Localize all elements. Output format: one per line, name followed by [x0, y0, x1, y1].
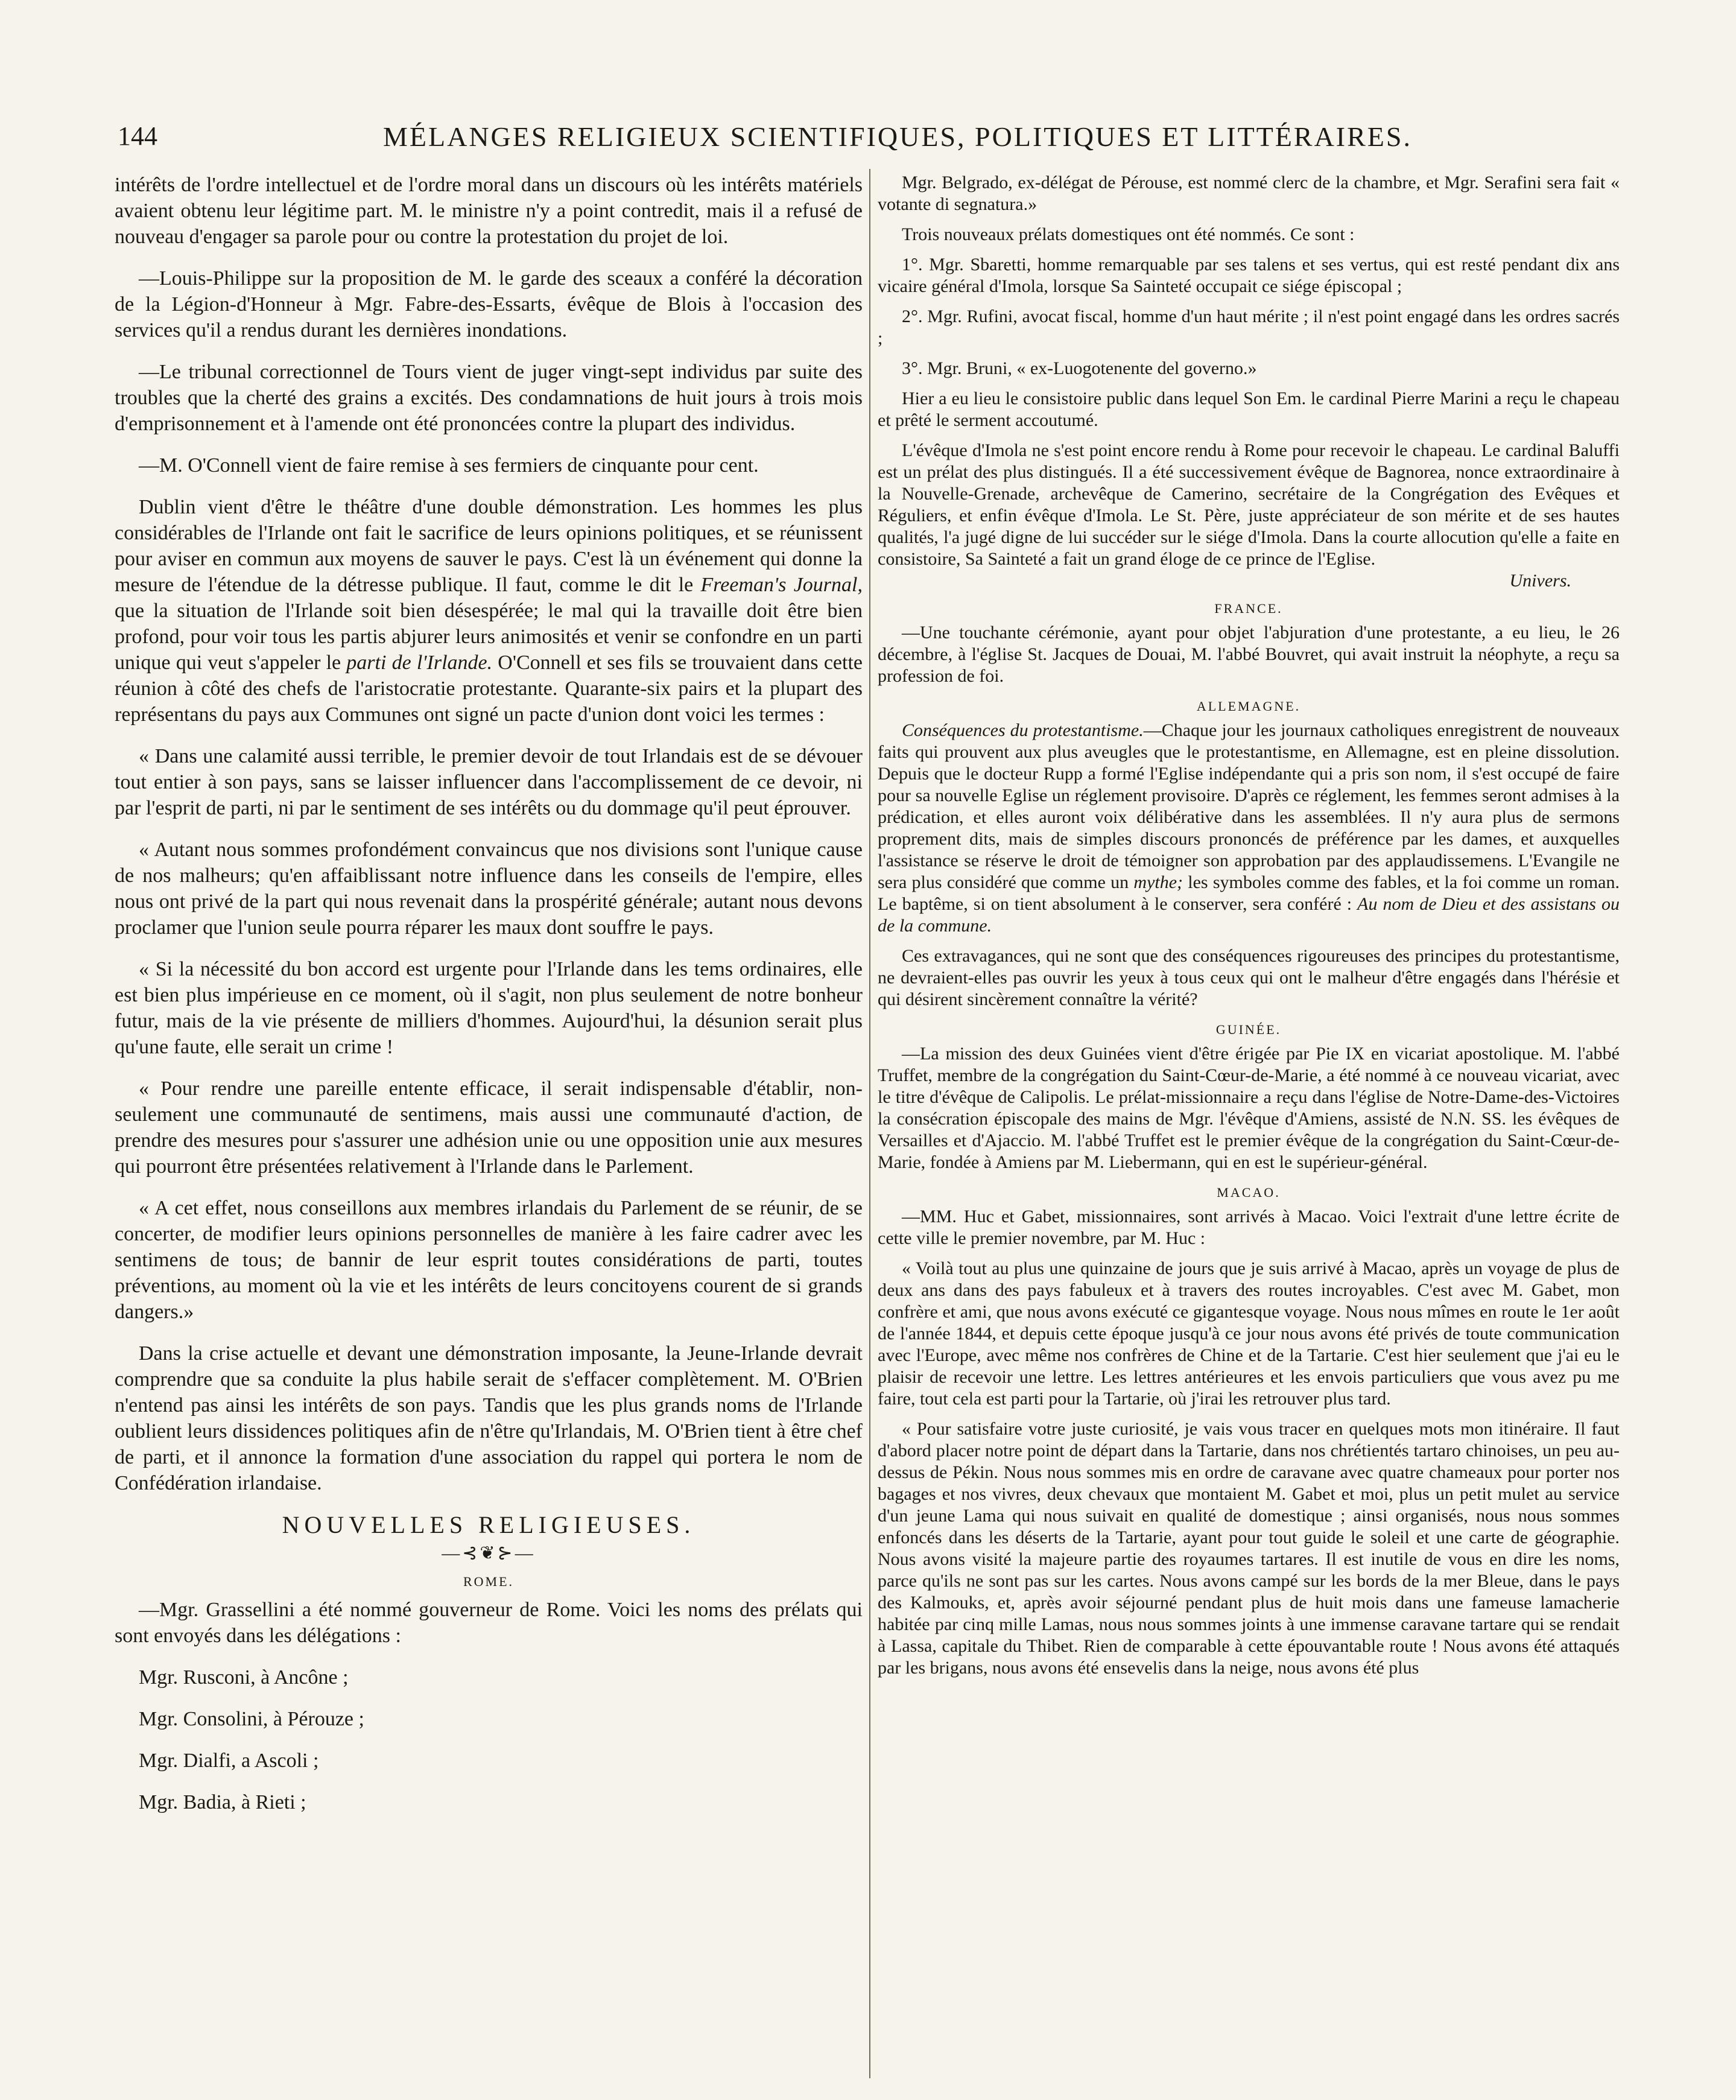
paragraph-extravagances: Ces extravagances, qui ne sont que des conséquences rigoureuses des principes du protestantisme, ne devraient-elles pas ouvrir les yeux à tous ceux qui ont le malheur d'être engagés dans l'hérésie et qui désirent sincèrement connaître la vérité? — [878, 946, 1620, 1009]
source-line — [878, 570, 1620, 592]
paragraph-protestantisme: Conséquences du protestantisme.—Chaque jour les journaux catholiques enregistrent de nouveaux faits qui prouvent aux plus aveugles que le protestantisme, en Allemagne, est en pleine dissolution. Depuis que le docteur Rupp a formé l'Eglise indépendante qui a pris son nom, il s'est occupé de faire pour sa nouvelle Eglise un réglement provisoire. D'après ce réglement, les femmes seront admises à la prédication, et elles auront voix délibérative dans les assemblées. Il n'y aura plus de sermons proprement dits, mais de simples discours prononcés de préférence par les dames, et auxquelles l'assistance se réserve le droit de témoigner son approbation par des applaudissemens. L'Evangile ne sera plus considéré que comme un mythe; les symboles comme des fables, et la foi comme un roman. Le baptême, si on tient absolument à le conserver, sera conféré : Au nom de Dieu et des assistans ou de la commune. — [878, 720, 1620, 936]
right-column — [878, 172, 1620, 2078]
column-divider — [869, 169, 870, 2078]
heading-rome: ROME. — [463, 1574, 515, 1589]
paragraph-belgrado: Mgr. Belgrado, ex-délégat de Pérouse, est nommé clerc de la chambre, et Mgr. Serafini sera fait « votante di segnatura.» — [878, 173, 1620, 214]
quote-paragraph-3: « Si la nécessité du bon accord est urgente pour l'Irlande dans les tems ordinaires, elle est bien plus impérieuse en ce moment, où il s'agit, non plus seulement de notre bonheur futur, mais de la vie présente de milliers d'hommes. Aujourd'hui, la désunion serait plus qu'une faute, elle serait un crime ! — [115, 958, 863, 1058]
heading-macao: MACAO. — [1217, 1185, 1281, 1200]
ornament-divider: —⊰❦⊱— — [442, 1543, 536, 1563]
left-column — [115, 172, 863, 2078]
paragraph-letter-1: « Voilà tout au plus une quinzaine de jours que je suis arrivé à Macao, après un voyage de plus de deux ans dans des pays fabuleux et à travers des routes incroyables. C'est avec M. Gabet, mon confrère et ami, que nous avons exécuté ce gigantesque voyage. Nous nous mîmes en route le 1er août de l'année 1844, et depuis cette époque jusqu'à ce jour nous avons été privés de toute communication avec l'Europe, avec même nos confrères de Chine et de la Tartarie. C'est hier seulement que j'ai eu le plaisir de recevoir une lettre. Les lettres antérieures et les envois particuliers que vous avez pu me faire, tout cela est parti pour la Tartarie, où j'irai les retrouver plus tard. — [878, 1258, 1620, 1409]
page-header — [118, 121, 1614, 163]
running-title: MÉLANGES RELIGIEUX SCIENTIFIQUES, POLITIQUES ET LITTÉRAIRES. — [383, 121, 1412, 152]
news-item-oconnell: —M. O'Connell vient de faire remise à ses fermiers de cinquante pour cent. — [139, 454, 759, 477]
section-title-nouvelles-religieuses: NOUVELLES RELIGIEUSES. — [282, 1511, 695, 1538]
paragraph-jeune-irlande: Dans la crise actuelle et devant une démonstration imposante, la Jeune-Irlande devrait comprendre que sa conduite la plus habile serait de s'effacer complètement. M. O'Brien n'entend pas ainsi les intérêts de son pays. Tandis que les plus grands noms de l'Irlande oublient leurs dissidences politiques afin de n'être qu'Irlandais, M. O'Brien tient à être chef de parti, et il annonce la formation d'une association du rappel qui portera le nom de Confédération irlandaise. — [115, 1342, 863, 1494]
list-item: Mgr. Consolini, à Pérouze ; — [139, 1708, 364, 1730]
paragraph-abjuration: —Une touchante cérémonie, ayant pour objet l'abjuration d'une protestante, a eu lieu, le 26 décembre, à l'église St. Jacques de Douai, M. l'abbé Bouvret, qui avait instruit la néophyte, a reçu sa profession de foi. — [878, 623, 1620, 686]
paragraph-dublin: Dublin vient d'être le théâtre d'une double démonstration. Les hommes les plus considérables de l'Irlande ont fait le sacrifice de leurs opinions politiques, et se réunissent pour aviser en commun aux moyens de sauver le pays. C'est là un événement qui donne la mesure de l'étendue de la détresse publique. Il faut, comme le dit le Freeman's Journal, que la situation de l'Irlande soit bien désespérée; le mal qui la travaille doit être bien profond, pour voir tous les partis abjurer leurs animosités et venir se confondre en un parti unique qui veut s'appeler le parti de l'Irlande. O'Connell et ses fils se trouvaient dans cette réunion à côté des chefs de l'aristocratie protestante. Quarante-six pairs et la plupart des représentans du pays aux Communes ont signé un pacte d'union dont voici les termes : — [115, 496, 863, 726]
list-item: Mgr. Dialfi, a Ascoli ; — [139, 1749, 319, 1772]
paragraph-bruni: 3°. Mgr. Bruni, « ex-Luogotenente del governo.» — [902, 358, 1257, 378]
news-item-legion-honneur: —Louis-Philippe sur la proposition de M. le garde des sceaux a conféré la décoration de la Légion-d'Honneur à Mgr. Fabre-des-Essarts, évêque de Blois à l'occasion des services qu'il a rendus durant les dernières inondations. — [115, 267, 863, 341]
paragraph-letter-2: « Pour satisfaire votre juste curiosité, je vais vous tracer en quelques mots mon itinéraire. Il faut d'abord placer notre point de départ dans la Tartarie, dans nos chrétientés tartaro chinoises, un peu au-dessus de Pékin. Nous nous sommes mis en ordre de caravane avec quatre chameaux pour porter nos bagages et nos vivres, deux chevaux que montaient M. Gabet et moi, plus un petit mulet au service d'un jeune Lama qui nous suivait en qualité de domestique ; ainsi organisés, nous nous sommes enfoncés dans les déserts de la Tartarie, ayant pour tout guide le soleil et une carte de géographie. Nous avons visité la majeure partie des royaumes tartares. Il est inutile de vous en dire les noms, parce qu'ils ne sont pas sur les cartes. Nous avons campé sur les bords de la mer Bleue, dans le pays des Kalmouks, et, après avoir séjourné pendant plus de huit mois dans une fameuse lamacherie habitée par cinq mille Lamas, nous nous sommes joints à une immense caravane tartare qui se rendait à Lassa, capitale du Thibet. Rien de comparable à cette épouvantable route ! Nous avons été attaqués par les brigans, nous avons été ensevelis dans la neige, nous avons été plus — [878, 1419, 1620, 1678]
list-item: Mgr. Badia, à Rieti ; — [139, 1791, 306, 1813]
news-item-grassellini: —Mgr. Grassellini a été nommé gouverneur de Rome. Voici les noms des prélats qui sont envoyés dans les délégations : — [115, 1599, 863, 1647]
page-number: 144 — [118, 121, 157, 151]
quote-paragraph-5: « A cet effet, nous conseillons aux membres irlandais du Parlement de se réunir, de se concerter, de modifier leurs opinions personnelles de manière à les faire cadrer avec les sentimens de tous; de bannir de leur esprit toutes considérations de parti, toutes préventions, au moment où la vie et les intérêts de leurs concitoyens courent de si grands dangers.» — [115, 1197, 863, 1323]
paragraph-sbaretti: 1°. Mgr. Sbaretti, homme remarquable par ses talens et ses vertus, qui est resté pendant dix ans vicaire général d'Imola, lorsque Sa Sainteté occupait ce siége épiscopal ; — [878, 255, 1620, 296]
paragraph-rufini: 2°. Mgr. Rufini, avocat fiscal, homme d'un haut mérite ; il n'est point engagé dans les ordres sacrés ; — [878, 306, 1620, 348]
heading-allemagne: ALLEMAGNE. — [1196, 699, 1301, 714]
list-item: Mgr. Rusconi, à Ancône ; — [139, 1666, 349, 1689]
paragraph-huc-gabet: —MM. Huc et Gabet, missionnaires, sont arrivés à Macao. Voici l'extrait d'une lettre écrite de cette ville le premier novembre, par M. Huc : — [878, 1207, 1620, 1248]
quote-paragraph-2: « Autant nous sommes profondément convaincus que nos divisions sont l'unique cause de nos malheurs; qu'en affaiblissant notre influence dans les conseils de l'empire, elles nous ont privé de la part qui nous revenait dans la prospérité générale; autant nous devons proclamer que l'union seule pourra réparer les maux dont souffre le pays. — [115, 839, 863, 939]
heading-france: FRANCE. — [1214, 601, 1283, 616]
paragraph-guinees: —La mission des deux Guinées vient d'être érigée par Pie IX en vicariat apostolique. M. l'abbé Truffet, membre de la congrégation du Saint-Cœur-de-Marie, a été nommé à ce nouveau vicariat, avec le titre d'évêque de Calipolis. Le prélat-missionnaire a reçu dans l'église de Notre-Dame-des-Victoires la consécration épiscopale des mains de Mgr. l'évêque d'Amiens, assisté de N.N. SS. les évêques de Versailles et d'Ajaccio. M. l'abbé Truffet est le premier évêque de la congrégation du Saint-Cœur-de-Marie, fondée à Amiens par M. Liebermann, qui en est le supérieur-général. — [878, 1044, 1620, 1172]
quote-paragraph-4: « Pour rendre une pareille entente efficace, il serait indispensable d'établir, non-seulement une communauté de sentimens, mais aussi une communauté d'action, de prendre des mesures pour s'assurer une adhésion unie ou une opposition unie aux mesures qui pourront être présentées relativement à l'Irlande dans le Parlement. — [115, 1077, 863, 1178]
heading-guinee: GUINÉE. — [1215, 1022, 1282, 1037]
news-item-tribunal-tours: —Le tribunal correctionnel de Tours vient de juger vingt-sept individus par suite des troubles que la cherté des grains a excités. Des condamnations de huit jours à trois mois d'emprisonnement et à l'amende ont été prononcées contre la plupart des individus. — [115, 361, 863, 435]
quote-paragraph-1: « Dans une calamité aussi terrible, le premier devoir de tout Irlandais est de se dévouer tout entier à son pays, sans se laisser influencer dans l'accomplissement de ce devoir, ni par l'esprit de parti, ni par le sentiment de ses intérêts ou du dommage qu'il peut éprouver. — [115, 745, 863, 819]
source-attribution: Univers. — [1509, 571, 1571, 591]
paragraph-continued: intérêts de l'ordre intellectuel et de l'ordre moral dans un discours où les intérêts matériels avaient obtenu leur légitime part. M. le ministre n'y a point contredit, mais il a refusé de nouveau d'engager sa parole pour ou contre la protestation du projet de loi. — [115, 174, 863, 248]
paragraph-consistoire: Hier a eu lieu le consistoire public dans lequel Son Em. le cardinal Pierre Marini a reçu le chapeau et prêté le serment accoutumé. — [878, 389, 1620, 430]
paragraph-imola: L'évêque d'Imola ne s'est point encore rendu à Rome pour recevoir le chapeau. Le cardinal Baluffi est un prélat des plus distingués. Il a été successivement évêque de Bagnorea, nonce extraordinaire à la Nouvelle-Grenade, archevêque de Camerino, secrétaire de la Congrégation des Evêques et Réguliers, et enfin évêque d'Imola. Le St. Père, juste appréciateur de son mérite et de ses hautes qualités, l'a jugé digne de lui succéder sur le siége d'Imola. Dans la courte allocution qu'elle a faite en consistoire, Sa Sainteté a fait un grand éloge de ce prince de l'Eglise. — [878, 440, 1620, 569]
paragraph-prelats: Trois nouveaux prélats domestiques ont été nommés. Ce sont : — [902, 224, 1355, 244]
